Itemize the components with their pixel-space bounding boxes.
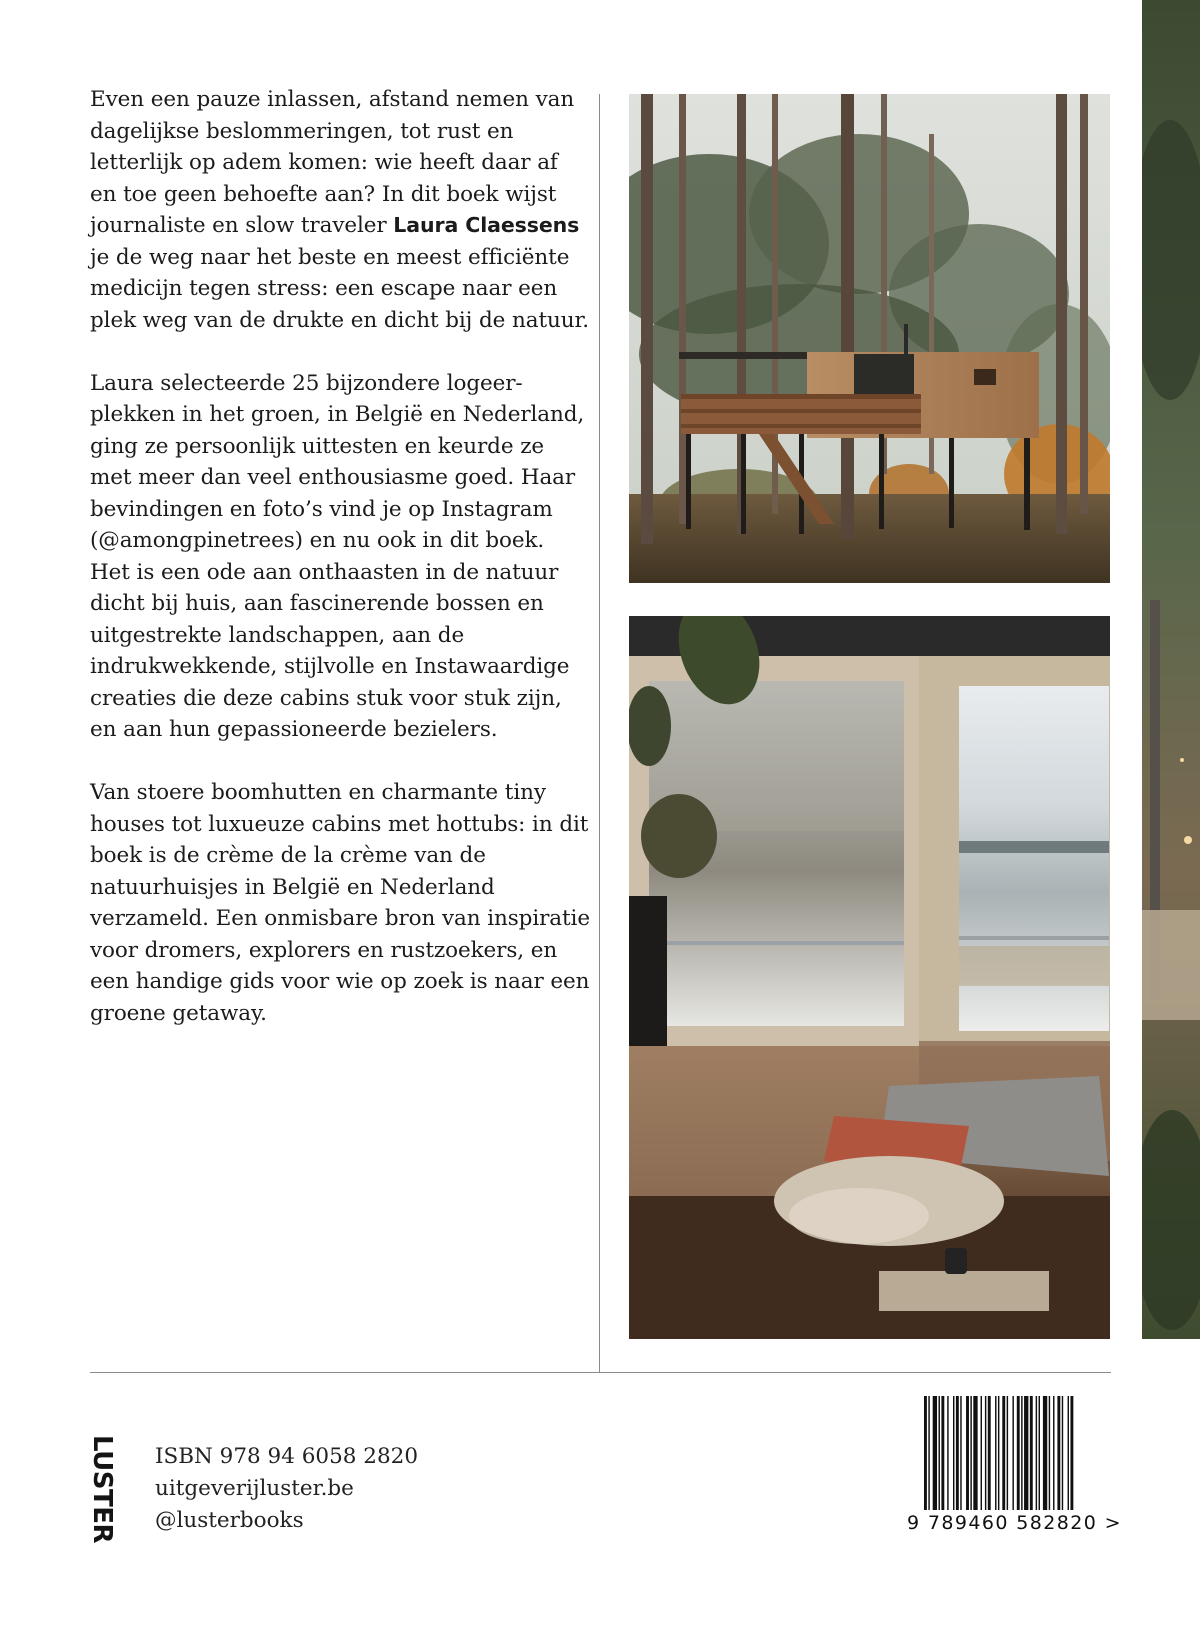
blurb-paragraph-1 (90, 84, 590, 336)
barcode-bar (939, 1396, 940, 1510)
blurb-p1-rest: je de weg naar het beste en meest efficiënte medicijn tegen stress: een escape naar een plek weg van de drukte en dicht bij de natuur. (90, 244, 590, 333)
barcode-bar (970, 1396, 971, 1510)
barcode-bar (960, 1396, 961, 1510)
barcode-bar (947, 1396, 948, 1510)
back-cover-blurb (90, 84, 590, 1061)
barcode-bar (966, 1396, 969, 1510)
barcode-bar (924, 1396, 927, 1510)
wraparound-garden-photo (1142, 0, 1200, 1339)
barcode-bars (924, 1396, 1111, 1510)
isbn-text: ISBN 978 94 6058 2820 (155, 1444, 418, 1469)
barcode-bar (1030, 1396, 1033, 1510)
publisher-info (155, 1441, 418, 1537)
publisher-logo (87, 1435, 117, 1543)
barcode-bar (1021, 1396, 1022, 1510)
isbn-barcode (907, 1396, 1122, 1534)
barcode-bar (1036, 1396, 1037, 1510)
barcode-bar (1057, 1396, 1060, 1510)
barcode-bar (928, 1396, 929, 1510)
barcode-bar (941, 1396, 944, 1510)
barcode-bar (1070, 1396, 1073, 1510)
barcode-bar (1007, 1396, 1008, 1510)
author-name: Laura Claessens (393, 213, 580, 237)
barcode-bar (1062, 1396, 1063, 1510)
barcode-bar (1049, 1396, 1050, 1510)
publisher-logo-text: LUSTER (87, 1435, 117, 1543)
barcode-bar (933, 1396, 937, 1510)
blurb-paragraph-3: Van stoere boomhutten en charmante tiny houses tot luxueuze cabins met hottubs: in dit boek is de crème de la crème van de natuurhuisjes in België en Nederland verzameld. Een onmisbare bron van inspiratie voor dromers, explorers en rustzoekers, en een handige gids voor wie op zoek is naar een groene getaway. (90, 780, 590, 1026)
barcode-bar (985, 1396, 986, 1510)
blurb-p1-intro: Even een pauze inlassen, afstand nemen van dagelijkse beslommeringen, tot rust en letterlijk op adem komen: wie heeft daar af en toe geen behoefte aan? In dit boek wijst journaliste en slow traveler (90, 87, 575, 238)
website-text: uitgeverijluster.be (155, 1476, 354, 1501)
barcode-bar (1043, 1396, 1047, 1510)
social-handle: @lusterbooks (155, 1508, 304, 1533)
barcode-bar (1012, 1396, 1013, 1510)
barcode-bar (995, 1396, 996, 1510)
barcode-bar (998, 1396, 999, 1510)
blurb-paragraph-2: Laura selecteerde 25 bijzondere logeerplekken in het groen, in België en Nederland, ging ze persoonlijk uittesten en keurde ze met meer dan veel enthousiasme goed. Haar bevindingen en foto’s vind je op Instagram (@amongpinetrees) en nu ook in dit boek. Het is een ode aan onthaasten in de natuur dicht bij huis, aan fascinerende bossen en uitgestrekte landschappen, aan de indrukwekkende, stijlvolle en Instawaardige creaties die deze cabins stuk voor stuk zijn, en aan hun gepassioneerde bezielers. (90, 370, 585, 742)
barcode-bar (1039, 1396, 1040, 1510)
barcode-digits: 9 789460 582820 > (907, 1512, 1122, 1534)
vertical-divider (599, 94, 600, 1373)
barcode-bar (1068, 1396, 1069, 1510)
horizontal-divider (90, 1372, 1111, 1373)
barcode-bar (1024, 1396, 1028, 1510)
barcode-bar (956, 1396, 959, 1510)
barcode-bar (988, 1396, 991, 1510)
barcode-bar (973, 1396, 977, 1510)
barcode-bar (953, 1396, 954, 1510)
treehouse-photo (629, 94, 1110, 583)
barcode-bar (1002, 1396, 1005, 1510)
barcode-bar (1017, 1396, 1020, 1510)
barcode-bar (1053, 1396, 1054, 1510)
barcode-bar (981, 1396, 982, 1510)
cabin-interior-photo (629, 616, 1110, 1339)
